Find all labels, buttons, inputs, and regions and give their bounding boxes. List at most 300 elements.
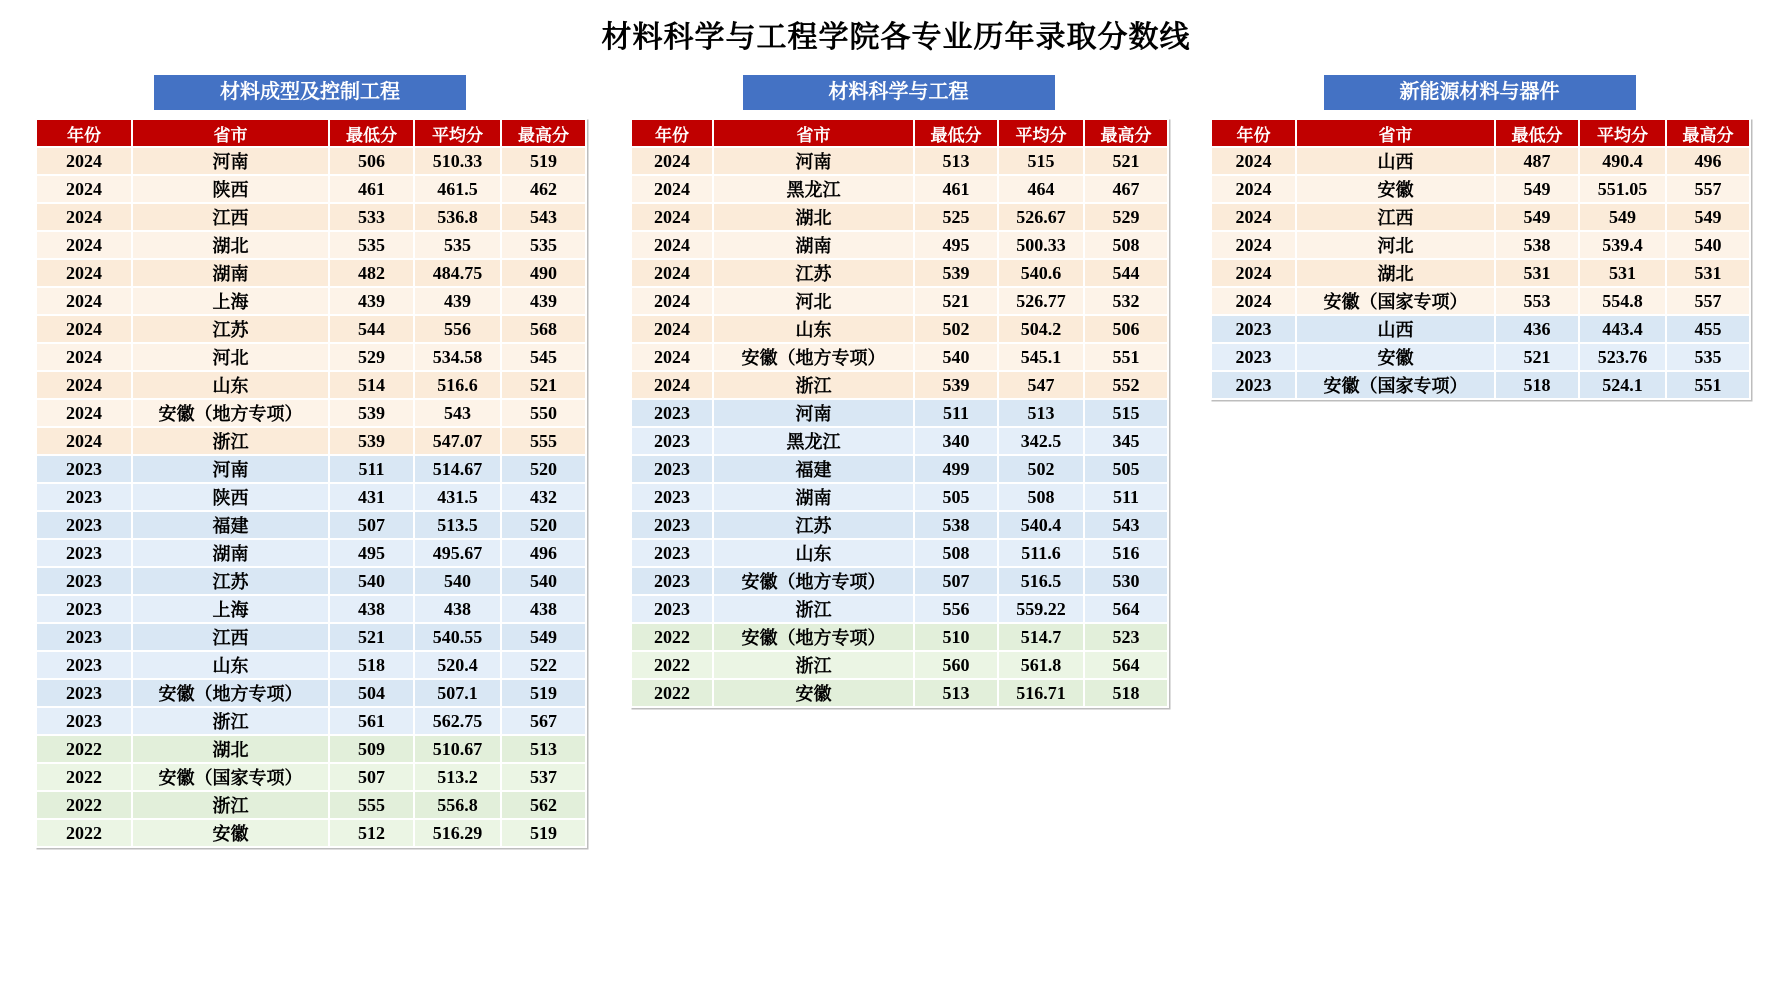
cell-province: 山西 [1296, 315, 1495, 343]
table-header [631, 119, 1168, 147]
cell-min-score: 340 [914, 427, 998, 455]
cell-province: 河北 [1296, 231, 1495, 259]
table-row [1211, 287, 1750, 315]
cell-avg-score: 513.2 [414, 763, 501, 791]
cell-min-score: 507 [329, 511, 414, 539]
cell-max-score: 564 [1084, 651, 1168, 679]
cell-max-score: 505 [1084, 455, 1168, 483]
cell-province: 湖南 [713, 483, 914, 511]
cell-min-score: 549 [1495, 203, 1579, 231]
cell-min-score: 518 [1495, 371, 1579, 399]
cell-avg-score: 464 [998, 175, 1084, 203]
table-row [36, 707, 586, 735]
cell-avg-score: 559.22 [998, 595, 1084, 623]
table-row [36, 651, 586, 679]
cell-max-score: 519 [501, 679, 586, 707]
cell-avg-score: 524.1 [1579, 371, 1666, 399]
column-header: 最低分 [1495, 119, 1579, 147]
cell-max-score: 439 [501, 287, 586, 315]
cell-min-score: 461 [329, 175, 414, 203]
cell-province: 安徽（国家专项） [1296, 371, 1495, 399]
table-row [36, 343, 586, 371]
cell-province: 江苏 [713, 259, 914, 287]
cell-max-score: 562 [501, 791, 586, 819]
cell-year: 2024 [631, 287, 713, 315]
cell-max-score: 511 [1084, 483, 1168, 511]
cell-min-score: 509 [329, 735, 414, 763]
cell-year: 2024 [36, 399, 132, 427]
table-row [631, 483, 1168, 511]
cell-province: 河南 [132, 455, 329, 483]
cell-year: 2022 [36, 735, 132, 763]
cell-max-score: 455 [1666, 315, 1750, 343]
cell-min-score: 561 [329, 707, 414, 735]
cell-avg-score: 547.07 [414, 427, 501, 455]
cell-min-score: 499 [914, 455, 998, 483]
cell-min-score: 507 [914, 567, 998, 595]
cell-avg-score: 540.4 [998, 511, 1084, 539]
cell-min-score: 521 [1495, 343, 1579, 371]
cell-province: 河北 [132, 343, 329, 371]
cell-year: 2023 [36, 707, 132, 735]
table-body [36, 147, 586, 847]
column-header: 最低分 [329, 119, 414, 147]
cell-max-score: 522 [501, 651, 586, 679]
column-header: 最高分 [1666, 119, 1750, 147]
cell-year: 2023 [631, 455, 713, 483]
cell-max-score: 520 [501, 511, 586, 539]
cell-province: 河南 [713, 147, 914, 175]
cell-province: 浙江 [132, 707, 329, 735]
cell-max-score: 519 [501, 147, 586, 175]
cell-min-score: 510 [914, 623, 998, 651]
table-row [1211, 231, 1750, 259]
cell-province: 安徽 [1296, 175, 1495, 203]
cell-year: 2023 [36, 455, 132, 483]
cell-avg-score: 516.5 [998, 567, 1084, 595]
cell-year: 2024 [36, 343, 132, 371]
table-row [36, 259, 586, 287]
cell-avg-score: 556 [414, 315, 501, 343]
cell-province: 陕西 [132, 483, 329, 511]
page-title: 材料科学与工程学院各专业历年录取分数线 [601, 21, 1191, 54]
cell-avg-score: 508 [998, 483, 1084, 511]
cell-province: 山西 [1296, 147, 1495, 175]
table-row [631, 623, 1168, 651]
table-row [36, 735, 586, 763]
table-row [631, 203, 1168, 231]
cell-avg-score: 526.77 [998, 287, 1084, 315]
cell-max-score: 540 [501, 567, 586, 595]
cell-avg-score: 540.6 [998, 259, 1084, 287]
cell-max-score: 530 [1084, 567, 1168, 595]
cell-min-score: 540 [329, 567, 414, 595]
cell-min-score: 431 [329, 483, 414, 511]
cell-max-score: 513 [501, 735, 586, 763]
table-row [36, 819, 586, 847]
cell-min-score: 436 [1495, 315, 1579, 343]
column-header: 平均分 [414, 119, 501, 147]
cell-year: 2024 [631, 315, 713, 343]
cell-year: 2024 [1211, 259, 1296, 287]
cell-year: 2022 [36, 819, 132, 847]
cell-max-score: 516 [1084, 539, 1168, 567]
cell-min-score: 511 [329, 455, 414, 483]
cell-max-score: 345 [1084, 427, 1168, 455]
cell-year: 2023 [36, 483, 132, 511]
cell-province: 江西 [132, 203, 329, 231]
cell-min-score: 533 [329, 203, 414, 231]
cell-max-score: 531 [1666, 259, 1750, 287]
cell-year: 2024 [631, 259, 713, 287]
cell-avg-score: 549 [1579, 203, 1666, 231]
cell-min-score: 495 [329, 539, 414, 567]
table-header [1211, 119, 1750, 147]
cell-avg-score: 438 [414, 595, 501, 623]
cell-avg-score: 561.8 [998, 651, 1084, 679]
cell-year: 2022 [36, 763, 132, 791]
table-row [1211, 259, 1750, 287]
table-row [1211, 147, 1750, 175]
cell-min-score: 535 [329, 231, 414, 259]
cell-max-score: 537 [501, 763, 586, 791]
table-row [631, 231, 1168, 259]
cell-avg-score: 534.58 [414, 343, 501, 371]
cell-year: 2024 [36, 315, 132, 343]
cell-year: 2023 [36, 539, 132, 567]
cell-max-score: 543 [501, 203, 586, 231]
cell-year: 2024 [631, 231, 713, 259]
cell-min-score: 521 [914, 287, 998, 315]
cell-province: 浙江 [132, 427, 329, 455]
cell-avg-score: 514.7 [998, 623, 1084, 651]
table-row [36, 623, 586, 651]
cell-province: 河南 [713, 399, 914, 427]
cell-province: 黑龙江 [713, 175, 914, 203]
cell-min-score: 504 [329, 679, 414, 707]
table-row [631, 651, 1168, 679]
cell-avg-score: 540 [414, 567, 501, 595]
cell-min-score: 539 [914, 371, 998, 399]
cell-province: 湖北 [132, 735, 329, 763]
cell-province: 浙江 [132, 791, 329, 819]
table-row [631, 371, 1168, 399]
cell-max-score: 432 [501, 483, 586, 511]
column-header: 平均分 [1579, 119, 1666, 147]
cell-min-score: 560 [914, 651, 998, 679]
cell-avg-score: 535 [414, 231, 501, 259]
cell-max-score: 549 [1666, 203, 1750, 231]
table-block-material-science [630, 75, 1167, 708]
cell-avg-score: 562.75 [414, 707, 501, 735]
cell-max-score: 543 [1084, 511, 1168, 539]
cell-min-score: 531 [1495, 259, 1579, 287]
cell-max-score: 496 [501, 539, 586, 567]
cell-max-score: 568 [501, 315, 586, 343]
cell-province: 上海 [132, 595, 329, 623]
cell-max-score: 551 [1084, 343, 1168, 371]
table-row [1211, 175, 1750, 203]
cell-province: 安徽（地方专项） [713, 343, 914, 371]
cell-avg-score: 536.8 [414, 203, 501, 231]
cell-max-score: 462 [501, 175, 586, 203]
cell-min-score: 529 [329, 343, 414, 371]
column-header: 平均分 [998, 119, 1084, 147]
cell-max-score: 519 [501, 819, 586, 847]
cell-min-score: 514 [329, 371, 414, 399]
cell-year: 2023 [631, 511, 713, 539]
table-row [36, 763, 586, 791]
cell-province: 湖北 [132, 231, 329, 259]
table-row [36, 231, 586, 259]
cell-province: 陕西 [132, 175, 329, 203]
cell-year: 2024 [631, 175, 713, 203]
table-block-material-forming [35, 75, 585, 848]
cell-min-score: 511 [914, 399, 998, 427]
table-row [36, 455, 586, 483]
cell-avg-score: 554.8 [1579, 287, 1666, 315]
cell-province: 安徽（国家专项） [1296, 287, 1495, 315]
cell-province: 安徽（地方专项） [132, 679, 329, 707]
cell-year: 2023 [631, 483, 713, 511]
cell-min-score: 506 [329, 147, 414, 175]
table-3-banner: 新能源材料与器件 [1324, 75, 1636, 110]
cell-max-score: 523 [1084, 623, 1168, 651]
cell-max-score: 551 [1666, 371, 1750, 399]
table-1-banner: 材料成型及控制工程 [154, 75, 466, 110]
cell-province: 河北 [713, 287, 914, 315]
cell-province: 河南 [132, 147, 329, 175]
cell-avg-score: 495.67 [414, 539, 501, 567]
cell-year: 2023 [36, 651, 132, 679]
cell-max-score: 567 [501, 707, 586, 735]
table-row [1211, 371, 1750, 399]
cell-province: 安徽（地方专项） [132, 399, 329, 427]
cell-year: 2024 [36, 287, 132, 315]
cell-min-score: 521 [329, 623, 414, 651]
table-row [36, 371, 586, 399]
table-row [631, 287, 1168, 315]
cell-year: 2024 [36, 231, 132, 259]
cell-max-score: 490 [501, 259, 586, 287]
cell-min-score: 513 [914, 147, 998, 175]
cell-year: 2024 [36, 259, 132, 287]
table-row [1211, 203, 1750, 231]
cell-province: 湖南 [713, 231, 914, 259]
table-row [36, 567, 586, 595]
cell-avg-score: 510.67 [414, 735, 501, 763]
cell-avg-score: 500.33 [998, 231, 1084, 259]
header-row [36, 119, 586, 147]
cell-max-score: 521 [501, 371, 586, 399]
cell-province: 山东 [713, 539, 914, 567]
cell-year: 2024 [1211, 203, 1296, 231]
table-row [631, 399, 1168, 427]
cell-year: 2022 [36, 791, 132, 819]
table-block-new-energy [1210, 75, 1749, 400]
cell-province: 江苏 [132, 567, 329, 595]
table-row [631, 427, 1168, 455]
cell-avg-score: 515 [998, 147, 1084, 175]
cell-year: 2023 [631, 567, 713, 595]
table-row [631, 567, 1168, 595]
cell-year: 2024 [631, 203, 713, 231]
cell-avg-score: 443.4 [1579, 315, 1666, 343]
cell-min-score: 553 [1495, 287, 1579, 315]
cell-avg-score: 526.67 [998, 203, 1084, 231]
table-row [36, 483, 586, 511]
cell-province: 湖南 [132, 539, 329, 567]
cell-min-score: 538 [914, 511, 998, 539]
cell-min-score: 487 [1495, 147, 1579, 175]
cell-year: 2023 [1211, 315, 1296, 343]
table-2-banner: 材料科学与工程 [743, 75, 1055, 110]
cell-max-score: 508 [1084, 231, 1168, 259]
cell-province: 黑龙江 [713, 427, 914, 455]
table-row [36, 539, 586, 567]
header-row [631, 119, 1168, 147]
cell-year: 2024 [631, 147, 713, 175]
column-header: 省市 [132, 119, 329, 147]
cell-year: 2024 [36, 147, 132, 175]
column-header: 最低分 [914, 119, 998, 147]
cell-max-score: 467 [1084, 175, 1168, 203]
cell-max-score: 515 [1084, 399, 1168, 427]
cell-province: 江苏 [132, 315, 329, 343]
table-row [36, 315, 586, 343]
cell-min-score: 518 [329, 651, 414, 679]
cell-year: 2023 [1211, 371, 1296, 399]
table-row [631, 595, 1168, 623]
cell-min-score: 513 [914, 679, 998, 707]
cell-province: 江西 [132, 623, 329, 651]
cell-year: 2023 [36, 679, 132, 707]
cell-avg-score: 547 [998, 371, 1084, 399]
cell-avg-score: 461.5 [414, 175, 501, 203]
cell-avg-score: 513.5 [414, 511, 501, 539]
table-row [36, 595, 586, 623]
cell-province: 山东 [713, 315, 914, 343]
cell-year: 2024 [36, 203, 132, 231]
cell-province: 福建 [713, 455, 914, 483]
table-row [1211, 315, 1750, 343]
cell-min-score: 539 [329, 427, 414, 455]
table-header [36, 119, 586, 147]
cell-avg-score: 439 [414, 287, 501, 315]
cell-min-score: 439 [329, 287, 414, 315]
table-row [36, 399, 586, 427]
cell-min-score: 539 [329, 399, 414, 427]
cell-year: 2024 [631, 343, 713, 371]
cell-min-score: 544 [329, 315, 414, 343]
cell-province: 福建 [132, 511, 329, 539]
cell-max-score: 520 [501, 455, 586, 483]
cell-min-score: 507 [329, 763, 414, 791]
cell-min-score: 549 [1495, 175, 1579, 203]
cell-max-score: 549 [501, 623, 586, 651]
table-row [36, 427, 586, 455]
cell-avg-score: 484.75 [414, 259, 501, 287]
cell-min-score: 525 [914, 203, 998, 231]
cell-avg-score: 540.55 [414, 623, 501, 651]
column-header: 最高分 [1084, 119, 1168, 147]
cell-year: 2023 [631, 595, 713, 623]
cell-year: 2024 [1211, 287, 1296, 315]
cell-year: 2023 [36, 595, 132, 623]
cell-avg-score: 531 [1579, 259, 1666, 287]
cell-max-score: 550 [501, 399, 586, 427]
cell-year: 2023 [36, 511, 132, 539]
cell-avg-score: 545.1 [998, 343, 1084, 371]
cell-province: 安徽 [1296, 343, 1495, 371]
cell-min-score: 508 [914, 539, 998, 567]
admissions-table-material-forming [35, 118, 587, 848]
table-row [631, 175, 1168, 203]
cell-avg-score: 431.5 [414, 483, 501, 511]
table-row [631, 147, 1168, 175]
cell-min-score: 556 [914, 595, 998, 623]
cell-year: 2022 [631, 679, 713, 707]
cell-year: 2023 [631, 399, 713, 427]
table-row [36, 679, 586, 707]
column-header: 年份 [36, 119, 132, 147]
column-header: 省市 [1296, 119, 1495, 147]
cell-province: 山东 [132, 651, 329, 679]
cell-min-score: 539 [914, 259, 998, 287]
table-row [36, 147, 586, 175]
cell-avg-score: 520.4 [414, 651, 501, 679]
cell-max-score: 438 [501, 595, 586, 623]
cell-max-score: 535 [501, 231, 586, 259]
cell-max-score: 496 [1666, 147, 1750, 175]
cell-max-score: 545 [501, 343, 586, 371]
cell-year: 2024 [1211, 147, 1296, 175]
cell-avg-score: 507.1 [414, 679, 501, 707]
cell-max-score: 529 [1084, 203, 1168, 231]
cell-min-score: 495 [914, 231, 998, 259]
column-header: 最高分 [501, 119, 586, 147]
column-header: 年份 [1211, 119, 1296, 147]
cell-min-score: 538 [1495, 231, 1579, 259]
table-row [631, 259, 1168, 287]
cell-avg-score: 516.29 [414, 819, 501, 847]
cell-avg-score: 523.76 [1579, 343, 1666, 371]
cell-year: 2022 [631, 623, 713, 651]
cell-max-score: 544 [1084, 259, 1168, 287]
cell-year: 2023 [36, 567, 132, 595]
cell-province: 江苏 [713, 511, 914, 539]
admissions-table-new-energy [1210, 118, 1751, 400]
cell-province: 山东 [132, 371, 329, 399]
cell-max-score: 557 [1666, 287, 1750, 315]
table-row [36, 203, 586, 231]
table-row [631, 343, 1168, 371]
cell-province: 安徽 [713, 679, 914, 707]
cell-avg-score: 510.33 [414, 147, 501, 175]
cell-province: 浙江 [713, 651, 914, 679]
cell-province: 湖南 [132, 259, 329, 287]
cell-year: 2024 [36, 175, 132, 203]
table-row [36, 791, 586, 819]
cell-max-score: 564 [1084, 595, 1168, 623]
cell-year: 2024 [36, 371, 132, 399]
table-body [1211, 147, 1750, 399]
cell-max-score: 506 [1084, 315, 1168, 343]
cell-avg-score: 504.2 [998, 315, 1084, 343]
cell-max-score: 555 [501, 427, 586, 455]
cell-min-score: 438 [329, 595, 414, 623]
cell-year: 2023 [1211, 343, 1296, 371]
